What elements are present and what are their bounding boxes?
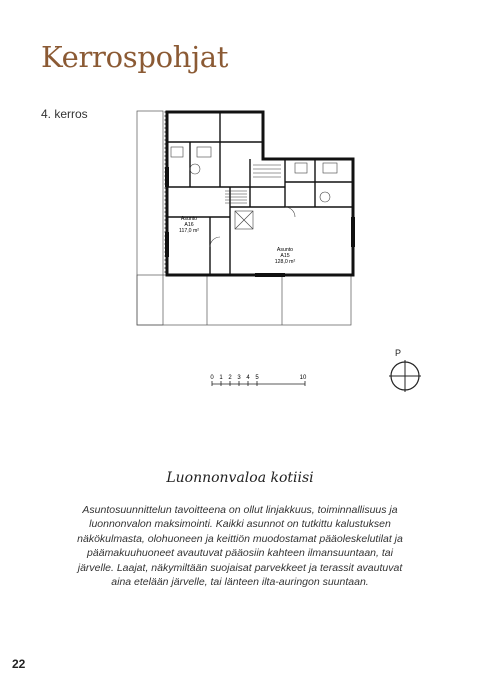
- unit-a15-name: Asunto: [276, 247, 294, 253]
- floor-plan: [135, 107, 355, 329]
- scale-tick-5: 5: [255, 375, 259, 381]
- scale-tick-3: 3: [237, 375, 241, 381]
- scale-tick-10: 10: [299, 375, 307, 381]
- section-body: Asuntosuunnittelun tavoitteena on ollut linjakkuus, toiminnallisuus ja luonnonvalon maksimointi. Kaikki asunnot on tutkittu kalustuksen näkökulmasta, olohuoneen ja keittiön muodostamat pääoleskelutilat ja päämakuuhuoneet avautuvat pääosiin kahteen ilmansuuntaan, tai järvelle. Laajat, näkymiltään suojaisat parvekkeet ja terassit avautuvat aina etelään järvelle, tai länteen ilta-auringon suuntaan.: [77, 504, 403, 589]
- unit-a16-area: 117,0 m²: [178, 228, 200, 234]
- unit-a16-id: A16: [184, 222, 194, 228]
- north-arrow-icon: [385, 348, 425, 394]
- page-number: 22: [12, 657, 26, 671]
- scale-tick-1: 1: [219, 375, 223, 381]
- scale-bar: [210, 372, 310, 388]
- scale-tick-2: 2: [228, 375, 232, 381]
- scale-tick-4: 4: [246, 375, 250, 381]
- unit-a15-id: A15: [280, 253, 290, 259]
- page-title: Kerrospohjat: [41, 40, 229, 74]
- section-heading: Luonnonvaloa kotiisi: [166, 470, 314, 486]
- unit-a15-area: 128,0 m²: [274, 259, 296, 265]
- unit-a16-name: Asunto: [180, 216, 198, 222]
- floor-label: 4. kerros: [41, 107, 88, 121]
- scale-tick-0: 0: [210, 375, 214, 381]
- compass-letter: P: [395, 348, 402, 358]
